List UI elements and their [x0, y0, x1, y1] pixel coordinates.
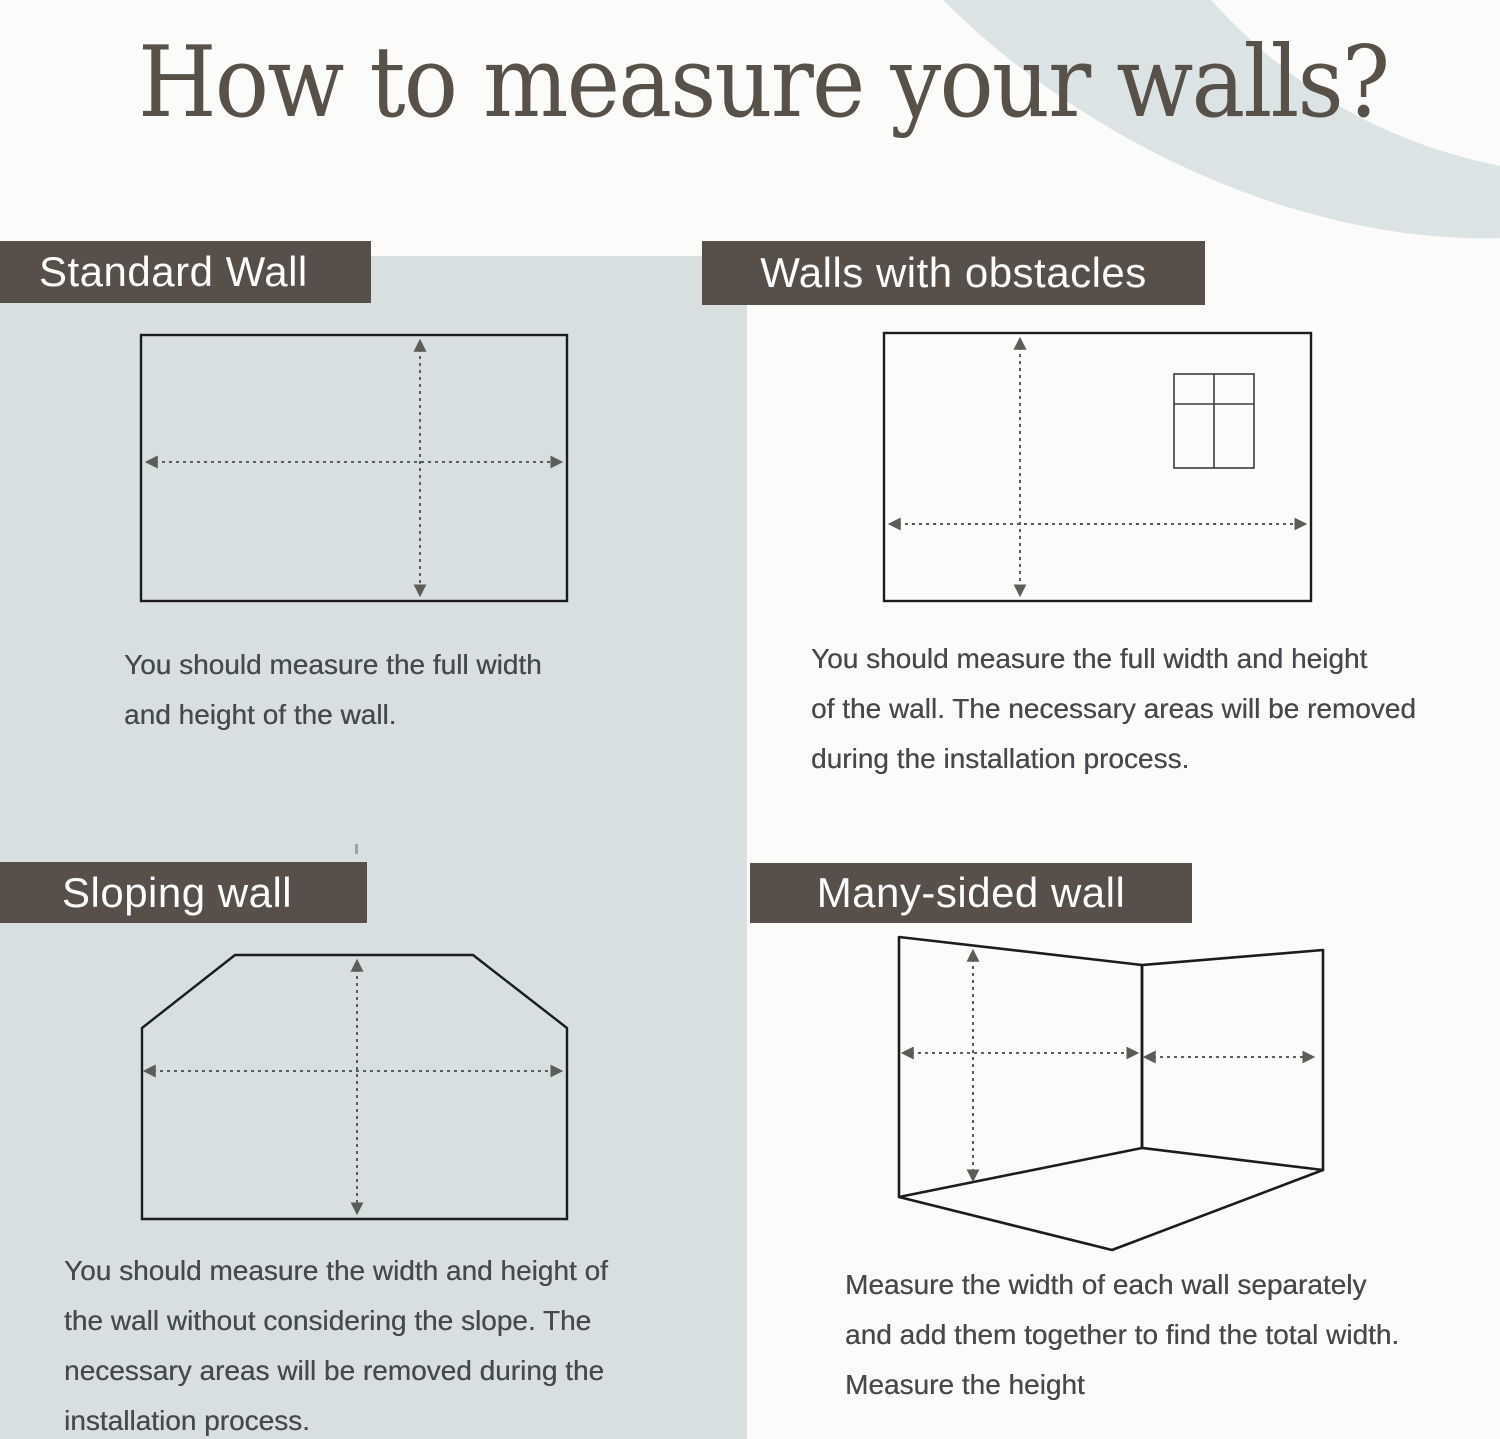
caption-line: Measure the width of each wall separately [845, 1269, 1367, 1300]
section-header-standard-wall [0, 241, 371, 303]
sloping-wall-outline [142, 955, 567, 1219]
many-sided-wall-diagram [899, 937, 1323, 1250]
caption-line: and height of the wall. [124, 699, 397, 730]
section-header-label: Walls with obstacles [760, 249, 1147, 296]
caption-line: the wall without considering the slope. The [64, 1305, 592, 1336]
caption-sloping-wall [64, 1246, 608, 1439]
caption-line: installation process. [64, 1405, 310, 1436]
caption-line: necessary areas will be removed during the [64, 1355, 605, 1386]
section-header-walls-with-obstacles [702, 241, 1205, 305]
standard-wall-diagram [141, 335, 567, 601]
caption-line: You should measure the full width [124, 649, 542, 680]
caption-line: You should measure the full width and height [811, 643, 1368, 674]
left-wall-face [899, 937, 1142, 1197]
section-header-sloping-wall [0, 862, 367, 923]
caption-many-sided-wall [845, 1260, 1399, 1410]
page-title: How to measure your walls? [138, 26, 1389, 140]
section-header-label: Sloping wall [62, 868, 293, 916]
caption-line: and add them together to find the total width. [845, 1319, 1400, 1350]
caption-line: Measure the height [845, 1369, 1085, 1400]
sloping-wall-diagram [142, 955, 567, 1219]
floor-edges [899, 1170, 1323, 1250]
caption-standard-wall [124, 640, 542, 740]
caption-line: You should measure the width and height of [64, 1255, 608, 1286]
caption-line: of the wall. The necessary areas will be removed [811, 693, 1416, 724]
obstacle-wall-diagram [884, 333, 1311, 601]
standard-wall-outline [141, 335, 567, 601]
section-header-many-sided-wall [750, 863, 1192, 923]
section-header-label: Many-sided wall [816, 869, 1126, 916]
section-header-label: Standard Wall [39, 248, 308, 295]
caption-walls-with-obstacles [811, 634, 1416, 784]
window-icon [1174, 374, 1254, 468]
caption-line: during the installation process. [811, 743, 1190, 774]
right-wall-face [1142, 950, 1323, 1170]
